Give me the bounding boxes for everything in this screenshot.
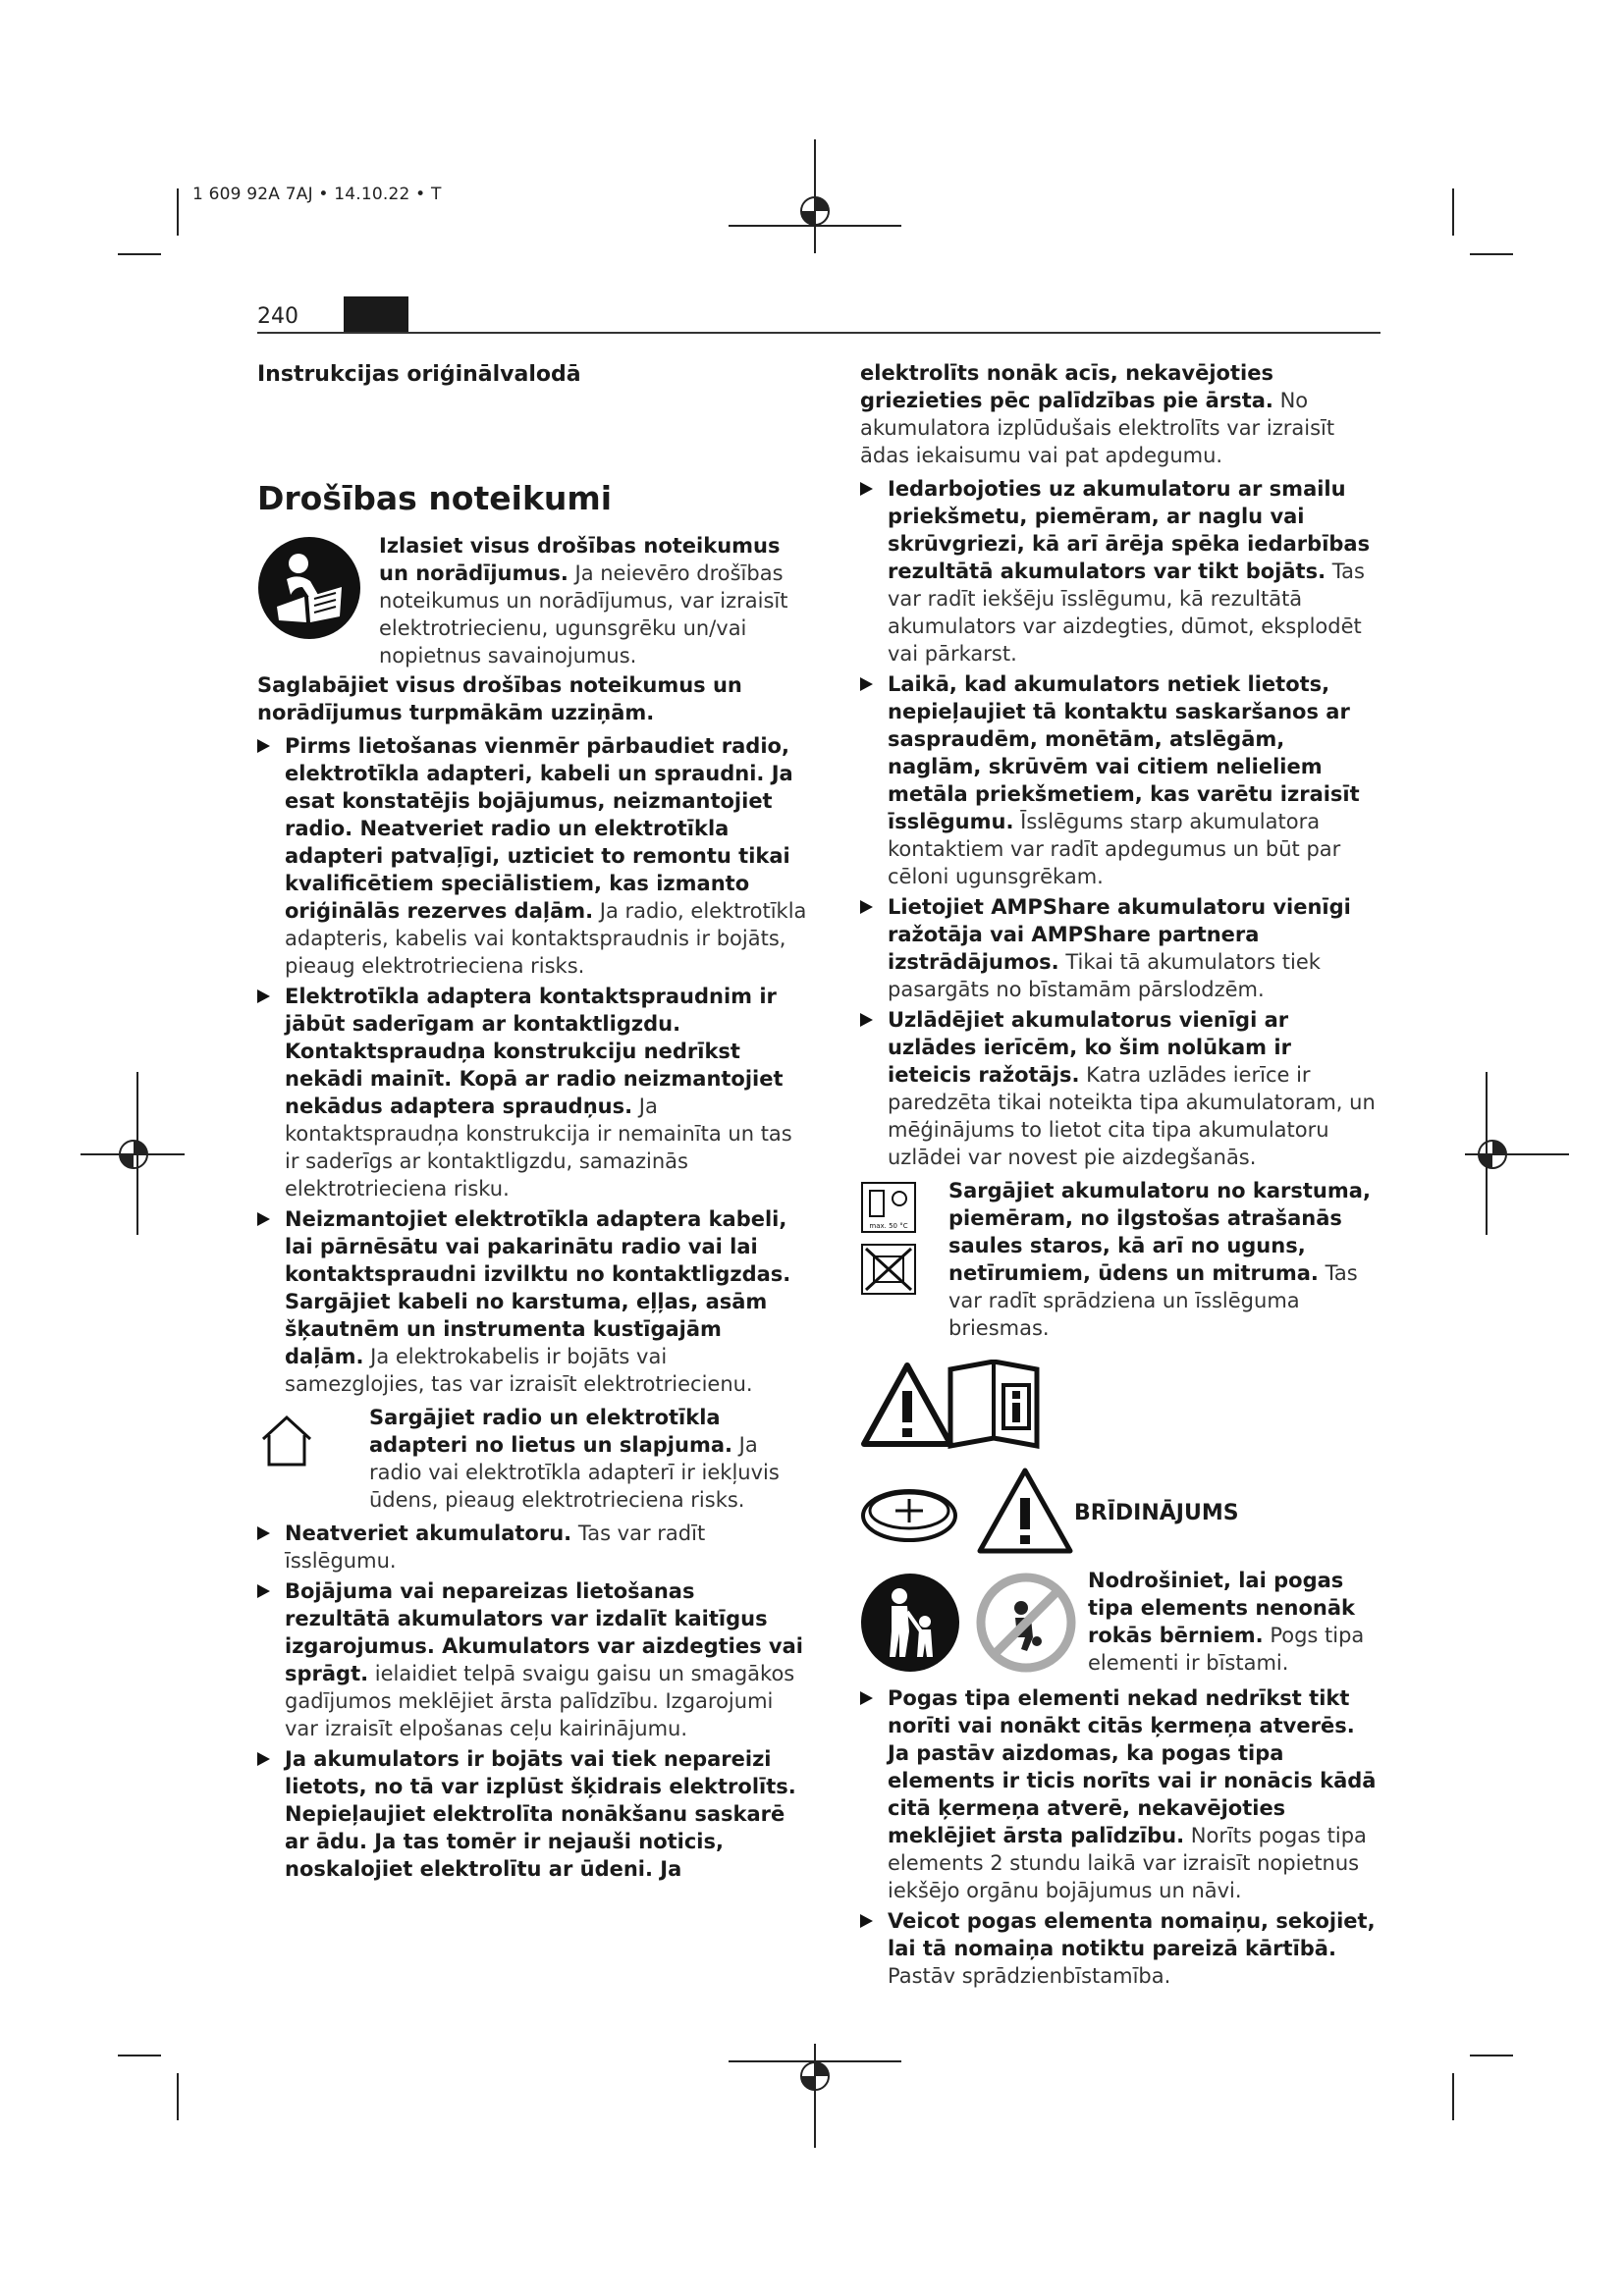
- read-manual-book-icon: [945, 1360, 1043, 1452]
- read-manual-block: [257, 532, 807, 669]
- warning-triangle-icon: [976, 1467, 1074, 1555]
- section-title: Drošības noteikumi: [257, 479, 613, 517]
- crop-mark: [1470, 253, 1513, 255]
- read-manual-icon: [257, 536, 361, 640]
- bullet-arrow-icon: [257, 1584, 270, 1598]
- crop-mark: [177, 2073, 179, 2120]
- heat-icon-label: max. 50 °C: [869, 1222, 908, 1230]
- header-rule: [257, 332, 1380, 334]
- child-safety-block: Nodrošiniet, lai pogas tipa elements nenonāk rokās bērniem. Pogs tipa elementi ir bīstami.: [860, 1567, 1380, 1677]
- intro-normal: Ja neievēro drošības noteikumus un norādījumus, var izraisīt elektrotriecienu, ugunsgrēku un/vai nopietnus savainojumus.: [379, 561, 788, 667]
- warning-symbols-row: [860, 1354, 1380, 1457]
- bullet-arrow-icon: [257, 1752, 270, 1766]
- crop-mark: [118, 253, 161, 255]
- button-cell-warning-row: [860, 1463, 1380, 1557]
- crop-mark: [1452, 188, 1454, 236]
- save-instructions-note: Saglabājiet visus drošības noteikumus un norādījumus turpmākām uzziņām.: [257, 673, 742, 724]
- registration-mark-top-icon: [727, 137, 903, 255]
- page-number: 240: [257, 304, 298, 329]
- bullet-arrow-icon: [257, 989, 270, 1003]
- document-code: 1 609 92A 7AJ • 14.10.22 • T: [192, 185, 442, 204]
- crop-mark: [177, 188, 179, 236]
- bullet-arrow-icon: [257, 1212, 270, 1226]
- language-note: Instrukcijas oriģinālvalodā: [257, 362, 581, 387]
- bullet-arrow-icon: [860, 1691, 873, 1705]
- list-item: Laikā, kad akumulators netiek lietots, nepieļaujiet tā kontaktu saskaršanos ar saspraudēm, monētām, atslēgām, naglām, skrūvēm vai citiem nelieliem metāla priekšmetiem, kas varētu izraisīt īsslēgumu. Īsslēgums starp akumulatora kontaktiem var radīt apdegumus un būt par cēloni ugunsgrēkam.: [860, 670, 1380, 890]
- registration-mark-right-icon: [1463, 1070, 1571, 1237]
- no-fire-water-icon: [860, 1243, 917, 1296]
- list-item: Lietojiet AMPShare akumulatoru vienīgi ražotāja vai AMPShare partnera izstrādājumos. Tikai tā akumulators tiek pasargāts no bīstamām pārslodzēm.: [860, 893, 1380, 1003]
- list-item: Bojājuma vai nepareizas lietošanas rezultātā akumulators var izdalīt kaitīgus izgarojumus. Akumulators var aizdegties vai sprāgt. ielaidiet telpā svaigu gaisu un smagākos gadījumos meklējiet ārsta palīdzību. Izgarojumi var izraisīt elpošanas ceļu kairinājumu.: [257, 1577, 807, 1742]
- list-item: Ja akumulators ir bojāts vai tiek nepareizi lietots, no tā var izplūst šķidrais elektrolīts. Nepieļaujiet elektrolīta nonākšanu saskarē ar ādu. Ja tas tomēr ir nejauši noticis, noskalojiet elektrolītu ar ūdeni. Ja: [257, 1745, 807, 1883]
- no-children-prohibition-icon: [976, 1573, 1076, 1673]
- list-item: Elektrotīkla adaptera kontaktspraudnim ir jābūt saderīgam ar kontaktligzdu. Kontaktspraudņa konstrukciju nedrīkst nekādi mainīt. Kopā ar radio neizmantojiet nekādus adaptera spraudņus. Ja kontaktspraudņa konstrukcija ir nemainīta un tas ir saderīgs ar kontaktligzdu, samazinās elektrotrieciena risku.: [257, 983, 807, 1202]
- list-item: Uzlādējiet akumulatorus vienīgi ar uzlādes ierīcēm, ko šim nolūkam ir ieteicis ražotājs. Katra uzlādes ierīce ir paredzēta tikai noteikta tipa akumulatoram, un mēģinājums to lietot cita tipa akumulatoru uzlādei var novest pie aizdegšanās.: [860, 1006, 1380, 1171]
- warning-heading: BRĪDINĀJUMS: [1074, 1501, 1239, 1525]
- house-rain-block: Sargājiet radio un elektrotīkla adapteri no lietus un slapjuma. Ja radio vai elektrotīkla adapterī ir iekļuvis ūdens, pieaug elektrotrieciena risks.: [257, 1404, 807, 1514]
- list-item: Iedarbojoties uz akumulatoru ar smailu priekšmetu, piemēram, ar naglu vai skrūvgriezi, kā arī ārēja spēka iedarbības rezultātā akumulators var tikt bojāts. Tas var radīt iekšēju īsslēgumu, kā rezultātā akumulators var aizdegties, dūmot, eksplodēt vai pārkarst.: [860, 475, 1380, 667]
- bullet-arrow-icon: [257, 1526, 270, 1540]
- registration-mark-bottom-icon: [727, 2042, 903, 2150]
- bullet-arrow-icon: [860, 677, 873, 691]
- registration-mark-left-icon: [79, 1070, 187, 1237]
- keep-away-from-children-icon: [860, 1573, 960, 1673]
- list-item: Neizmantojiet elektrotīkla adaptera kabeli, lai pārnēsātu vai pakarinātu radio vai lai kontaktspraudni izvilktu no kontaktligzdas. Sargājiet kabeli no karstuma, eļļas, asām šķautnēm un instrumenta kustīgajām daļām. Ja elektrokabelis ir bojāts vai samezglojies, tas var izraisīt elektrotriecienu.: [257, 1205, 807, 1398]
- warning-triangle-icon: [860, 1362, 954, 1448]
- list-item: Veicot pogas elementa nomaiņu, sekojiet, lai tā nomaiņa notiktu pareizā kārtībā. Pastāv sprādzienbīstamība.: [860, 1907, 1380, 1990]
- bullet-arrow-icon: [860, 1914, 873, 1928]
- button-cell-battery-icon: [860, 1486, 958, 1543]
- bullet-arrow-icon: [860, 900, 873, 914]
- list-item: Neatveriet akumulatoru. Tas var radīt īsslēgumu.: [257, 1520, 807, 1575]
- page-tab-block: [344, 296, 408, 332]
- crop-mark: [1470, 2055, 1513, 2056]
- bullet-arrow-icon: [860, 1013, 873, 1027]
- right-column: elektrolīts nonāk acīs, nekavējoties griezieties pēc palīdzības pie ārsta. No akumulatora izplūdušais elektrolīts var izraisīt ādas iekaisumu vai pat apdegumu. Iedarbojoties uz akumulatoru ar smailu priekšmetu, piemēram, ar naglu vai skrūvgriezi, kā arī ārēja spēka iedarbības rezultātā akumulators var tikt bojāts. Tas var radīt iekšēju īsslēgumu, kā rezultātā akumulators var aizdegties, dūmot, eksplodēt vai pārkarst. Laikā, kad akumulators netiek lietots, nepieļaujiet tā kontaktu saskaršanos ar saspraudēm, monētām, atslēgām, naglām, skrūvēm vai citiem nelieliem metāla priekšmetiem, kas varētu izraisīt īsslēgumu. Īsslēgums starp akumulatora kontaktiem var radīt apdegumus un būt par cēloni ugunsgrēkam. Lietojiet AMPShare akumulatoru vienīgi ražotāja vai AMPShare partnera izstrādājumos. Tikai tā akumulators tiek pasargāts no bīstamām pārslodzēm. Uzlādējiet akumulatorus vienīgi ar uzlādes ierīcēm, ko šim nolūkam ir ieteicis ražotājs. Katra uzlādes ierīce ir paredzēta tikai noteikta tipa akumulatoram, un mēģinājums to lietot cita tipa akumulatoru uzlādei var novest pie aizdegšanās. max. 50 °C Sargājiet akumulatoru no karstuma, piemēram, no ilgstošas atrašanās saules staros, kā arī no uguns, netīrumiem, ūdens un mitruma. Tas var radīt sprādziena un īsslēguma briesmas. BRĪDINĀJUMS Nodrošiniet, lai pogas tipa elements nenonāk rokās bērniem. Pogs tipa elementi ir bīstami. Pogas tipa elementi nekad nedrīkst tikt norīti vai nonākt citās ķermeņa atverēs. Ja pastāv aizdomas, ka pogas tipa elements ir ticis norīts vai ir nonācis kādā citā ķermeņa atverē, nekavējoties meklējiet ārsta palīdzību. Norīts pogas tipa elements 2 stundu laikā var izraisīt nopietnus iekšējo orgānu bojājumus un nāvi. Veicot pogas elementa nomaiņu, sekojiet, lai tā nomaiņa notiktu pareizā kārtībā. Pastāv sprādzienbīstamība.: [860, 359, 1380, 1990]
- crop-mark: [118, 2055, 161, 2056]
- list-item: Pogas tipa elementi nekad nedrīkst tikt norīti vai nonākt citās ķermeņa atverēs. Ja pastāv aizdomas, ka pogas tipa elements ir ticis norīts vai ir nonācis kādā citā ķermeņa atverē, nekavējoties meklējiet ārsta palīdzību. Norīts pogas tipa elements 2 stundu laikā var izraisīt nopietnus iekšējo orgānu bojājumus un nāvi.: [860, 1684, 1380, 1904]
- list-item: Pirms lietošanas vienmēr pārbaudiet radio, elektrotīkla adapteri, kabeli un spraudni. Ja esat konstatējis bojājumus, neizmantojiet radio. Neatveriet radio un elektrotīkla adapteri patvaļīgi, uzticiet to remontu tikai kvalificētiem speciālistiem, kas izmanto oriģinālās rezerves daļām. Ja radio, elektrotīkla adapteris, kabelis vai kontaktspraudnis ir bojāts, pieaug elektrotrieciena risks.: [257, 732, 807, 980]
- left-column: [257, 361, 807, 1883]
- bullet-arrow-icon: [860, 482, 873, 496]
- crop-mark: [1452, 2073, 1454, 2120]
- heat-max-temperature-icon: [860, 1181, 917, 1234]
- house-icon: [257, 1412, 316, 1468]
- battery-heat-block: max. 50 °C Sargājiet akumulatoru no karstuma, piemēram, no ilgstošas atrašanās saules staros, kā arī no uguns, netīrumiem, ūdens un mitruma. Tas var radīt sprādziena un īsslēguma briesmas.: [860, 1177, 1380, 1342]
- bullet-arrow-icon: [257, 739, 270, 753]
- intro-bold: Izlasiet visus drošības noteikumus un norādījumus.: [379, 534, 781, 585]
